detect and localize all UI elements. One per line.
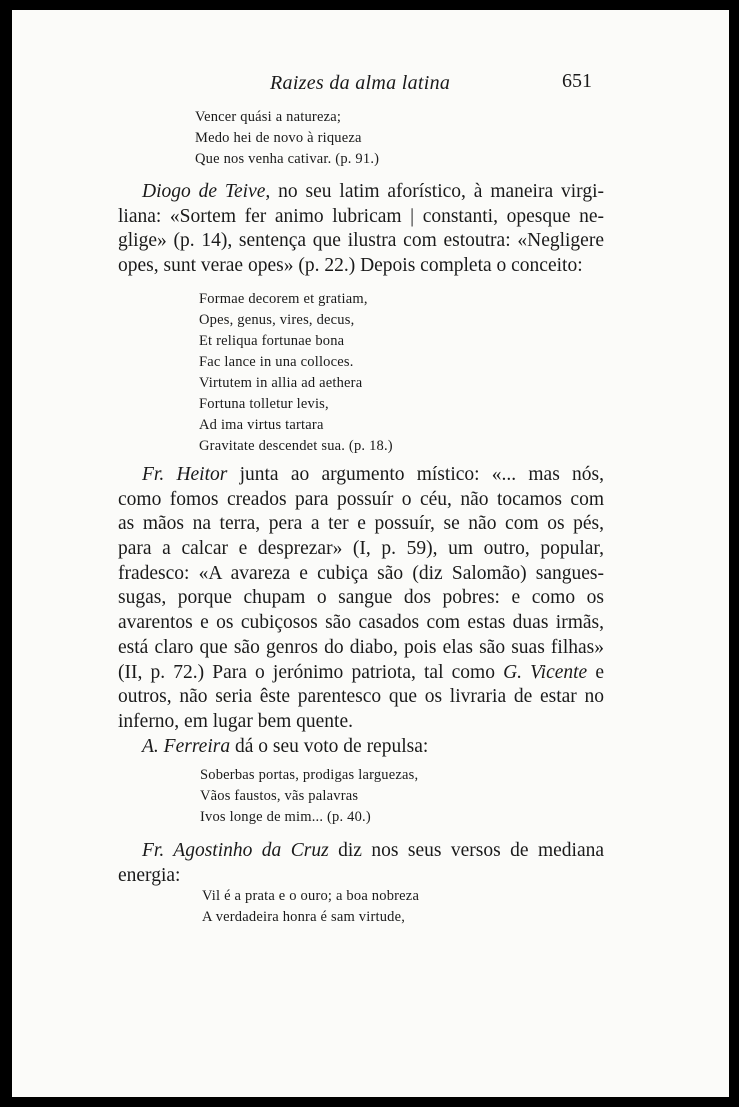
- author-name: Fr. Agostinho da Cruz: [142, 840, 329, 861]
- author-name: G. Vicente: [503, 661, 588, 683]
- author-name: A. Ferreira: [142, 736, 231, 757]
- verse-line: A verdadeira honra é sam virtude,: [202, 909, 406, 925]
- para-line: sugas, porque chupam o sangue dos pobres: e como os: [118, 587, 604, 609]
- verse-line: Vãos faustos, vãs palavras: [200, 788, 359, 804]
- verse-line: Fac lance in una colloces.: [199, 354, 354, 370]
- para-line: [118, 661, 604, 686]
- para-line: para a calcar e desprezar» (I, p. 59), um outro, popular,: [118, 538, 604, 560]
- book-page: [12, 10, 729, 1097]
- verse-quote-4: [202, 886, 419, 928]
- verse-line: Et reliqua fortunae bona: [199, 333, 345, 349]
- verse-quote-2: [199, 289, 393, 457]
- verse-line: Medo hei de novo à riqueza: [195, 130, 362, 146]
- page-header: [12, 64, 729, 94]
- para-line: avarentos e os cubiçosos são casados com estas duas irmãs,: [118, 612, 604, 634]
- para-line: opes, sunt verae opes» (p. 22.) Depois completa o conceito:: [118, 255, 583, 277]
- verse-line: Vencer quási a natureza;: [195, 109, 342, 125]
- verse-line: Virtutem in allia ad aethera: [199, 375, 363, 391]
- para-line: inferno, em lugar bem quente.: [118, 710, 353, 732]
- verse-line: Opes, genus, vires, decus,: [199, 312, 355, 328]
- para-line: [118, 180, 604, 205]
- running-title: Raizes da alma latina: [270, 72, 451, 94]
- verse-line: Gravitate descendet sua. (p. 18.): [199, 438, 393, 454]
- verse-quote-1: [195, 107, 379, 170]
- para-line: [118, 839, 604, 864]
- paragraph-a-ferreira: [118, 735, 604, 760]
- para-line: [118, 463, 604, 488]
- verse-line: Vil é a prata e o ouro; a boa nobreza: [202, 888, 420, 904]
- para-line: glige» (p. 14), sentença que ilustra com estoutra: «Negligere: [118, 230, 604, 252]
- verse-line: Ad ima virtus tartara: [199, 417, 324, 433]
- para-line: outros, não seria êste parentesco que os livraria de estar no: [118, 686, 604, 708]
- verse-line: Que nos venha cativar. (p. 91.): [195, 151, 380, 167]
- paragraph-fr-heitor: [118, 463, 604, 735]
- para-line: liana: «Sortem fer animo lubricam | constanti, opesque ne-: [118, 205, 604, 227]
- paragraph-fr-agostinho: [118, 839, 604, 888]
- paragraph-diogo-de-teive: [118, 180, 604, 279]
- para-text: no seu latim aforístico, à maneira virgi-: [270, 181, 604, 202]
- verse-line: Ivos longe de mim... (p. 40.): [200, 809, 371, 825]
- para-line: está claro que são genros do diabo, pois elas são suas filhas»: [118, 636, 604, 658]
- para-line: energia:: [118, 864, 181, 886]
- verse-line: Soberbas portas, prodigas larguezas,: [200, 767, 419, 783]
- para-text: e: [587, 661, 604, 683]
- para-line: [118, 735, 604, 760]
- para-line: como fomos creados para possuír o céu, não tocamos com: [118, 488, 604, 510]
- page-number: 651: [562, 70, 592, 92]
- para-line: fradesco: «A avareza e cubiça são (diz Salomão) sangues-: [118, 562, 604, 584]
- verse-line: Formae decorem et gratiam,: [199, 291, 368, 307]
- para-line: as mãos na terra, pera a ter e possuír, se não com os pés,: [118, 513, 604, 535]
- verse-quote-3: [200, 765, 418, 828]
- para-text: diz nos seus versos de mediana: [328, 840, 604, 861]
- para-text: dá o seu voto de repulsa:: [230, 736, 429, 757]
- verse-line: Fortuna tolletur levis,: [199, 396, 329, 412]
- para-text: (II, p. 72.) Para o jerónimo patriota, tal como: [118, 661, 504, 683]
- author-name: Fr. Heitor: [142, 464, 228, 485]
- para-text: junta ao argumento místico: «... mas nós,: [227, 464, 605, 485]
- author-name: Diogo de Teive,: [142, 181, 271, 202]
